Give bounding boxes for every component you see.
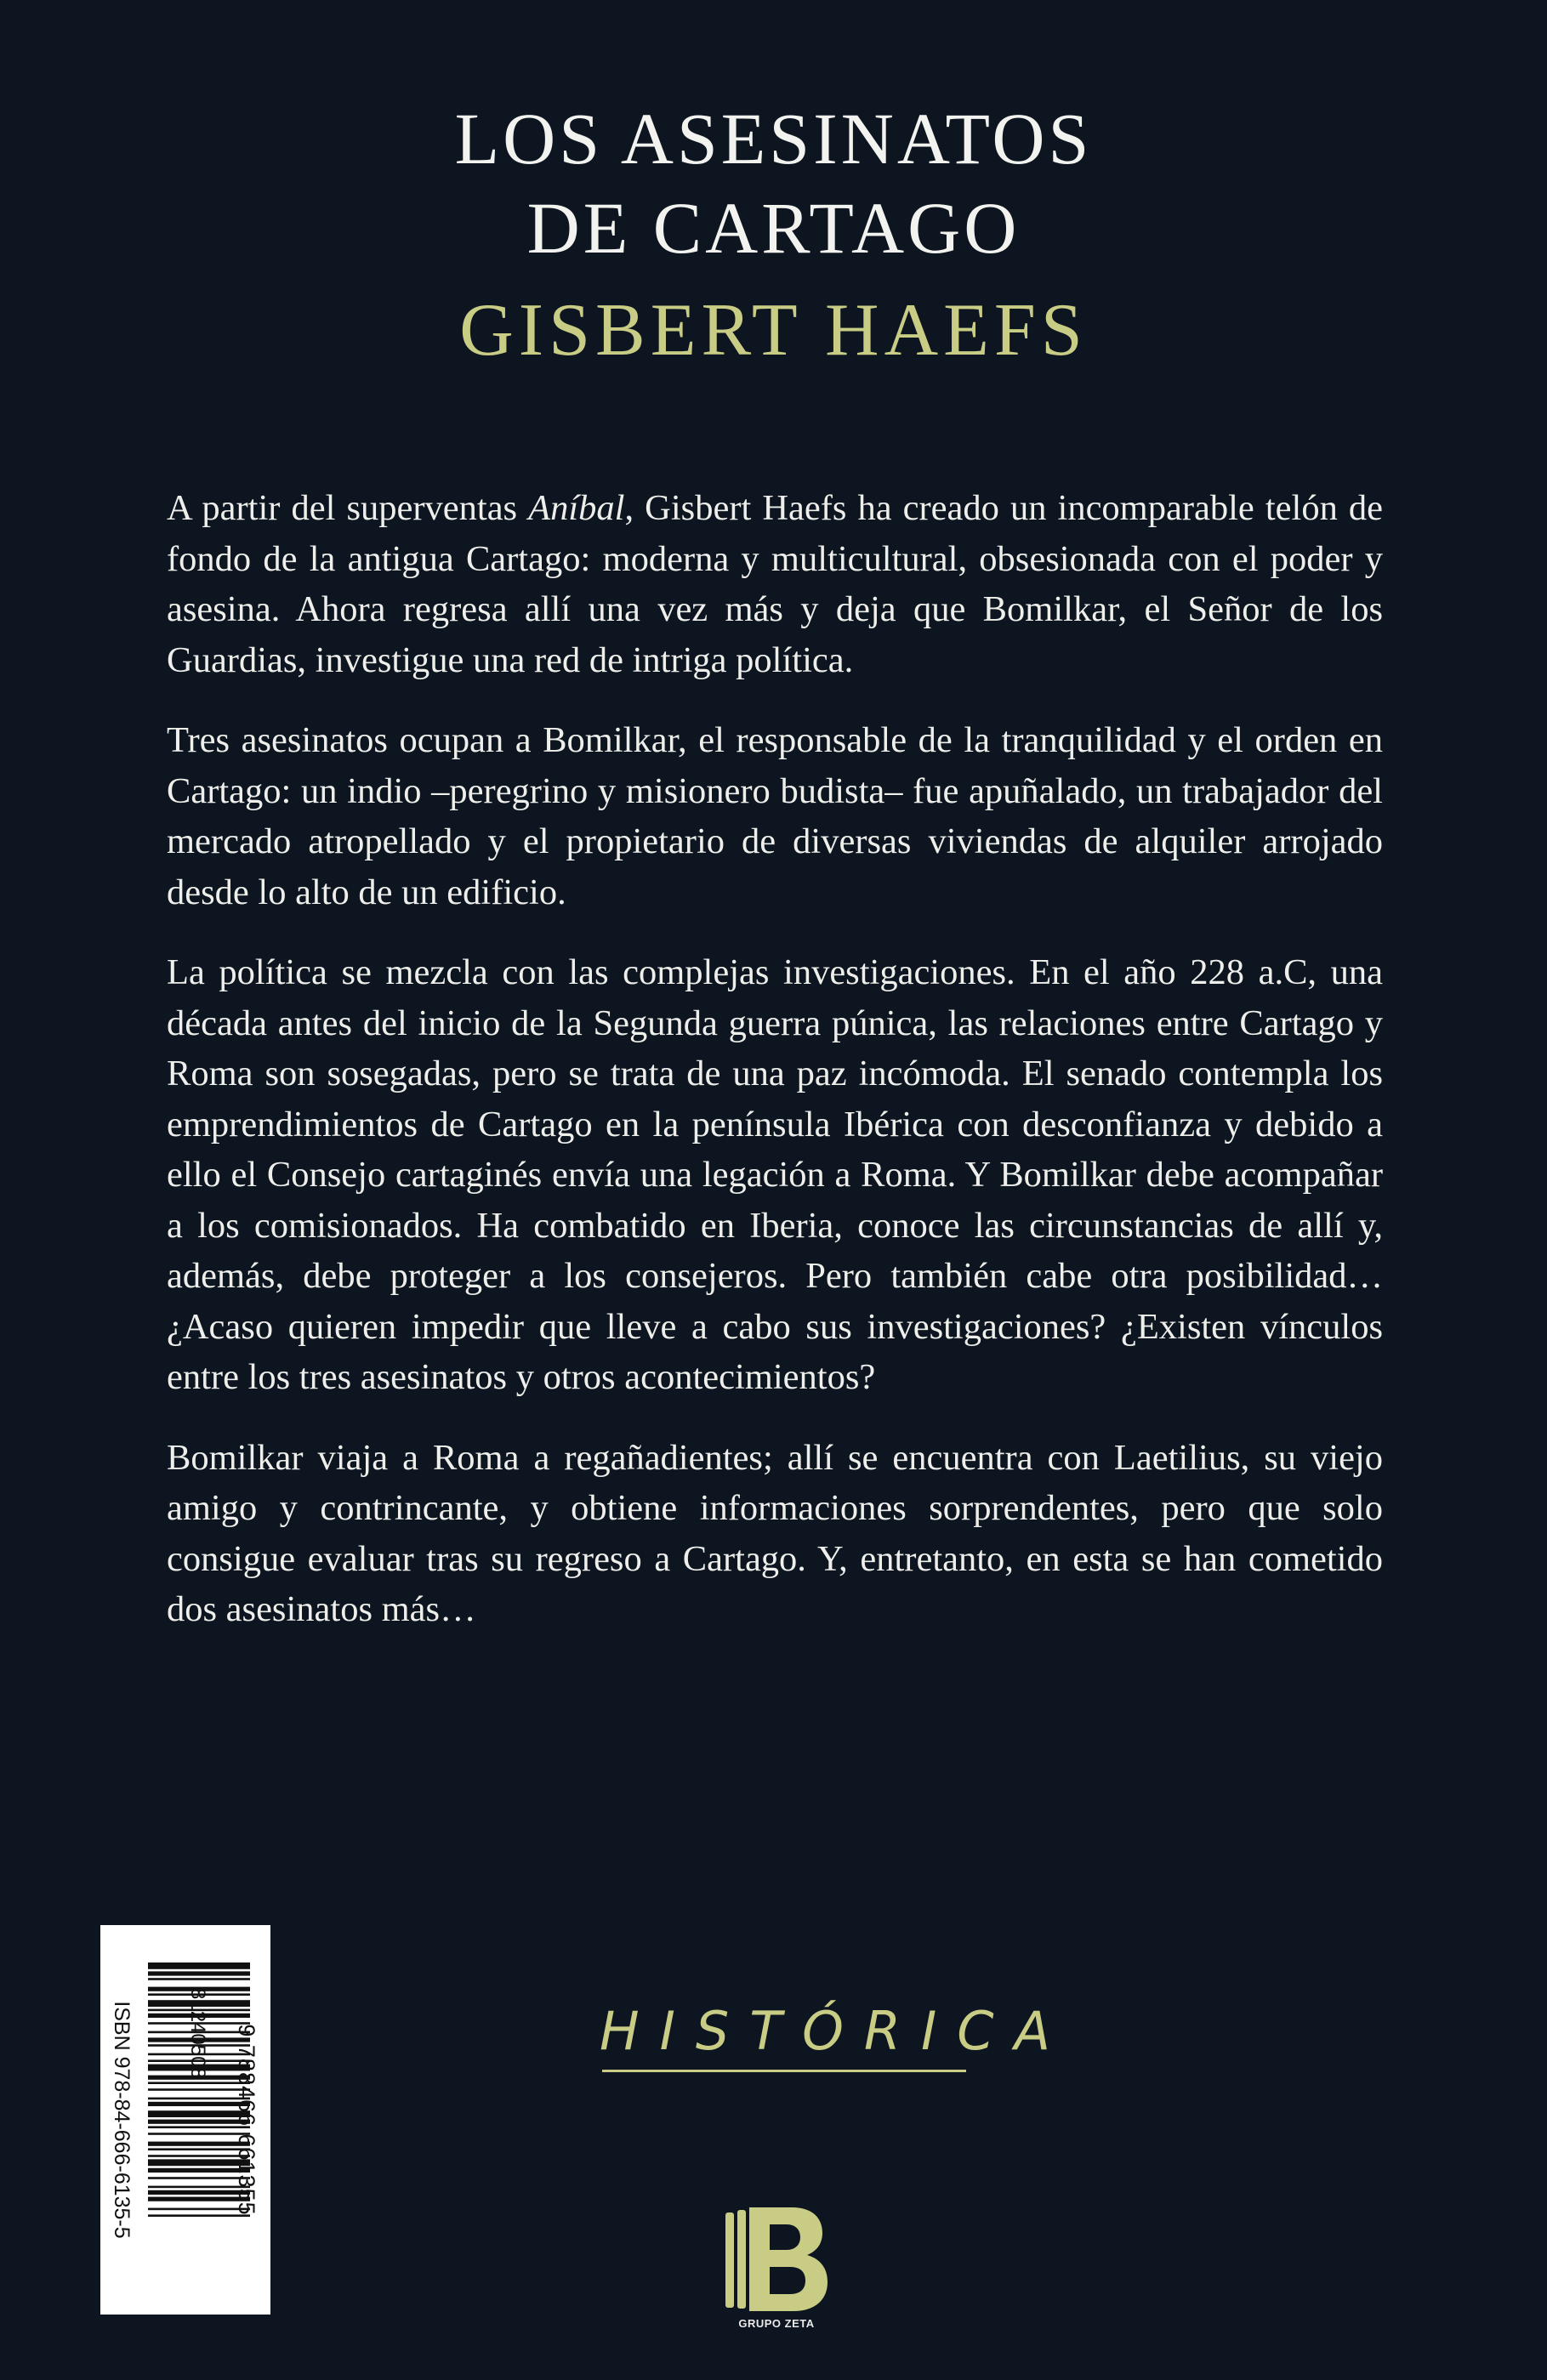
barcode-code-text: 81240508 xyxy=(186,1988,209,2079)
publisher-b-logo-icon xyxy=(725,2207,828,2311)
collection-name: HISTÓRICA xyxy=(600,2000,1072,2062)
barcode-inner xyxy=(100,1925,270,2315)
blurb-p1-suffix: , Gisbert Haefs ha creado un incomparable telón de fondo de la antigua Cartago: moderna y multicultural, obsesionada con el poder y asesina. Ahora regresa allí una vez más y deja que Bomilkar, el Señor de los Guardias, investigue una red de intriga política. xyxy=(167,488,1383,680)
blurb-p1-italic-title: Aníbal xyxy=(528,488,625,528)
collection-underline xyxy=(602,2070,966,2072)
author-name: GISBERT HAEFS xyxy=(459,289,1088,372)
title-line-2: DE CARTAGO xyxy=(526,187,1021,269)
blurb-paragraph-4: Bomilkar viaja a Roma a regañadientes; allí se encuentra con Laetilius, su viejo amigo y contrincante, y obtiene informaciones sorprendentes, pero que solo consigue evaluar tras su regreso a Cartago. Y, entretanto, en esta se han cometido dos asesinatos más… xyxy=(167,1437,1383,1629)
barcode-number-text: 9 788466 661355 xyxy=(234,2024,259,2216)
blurb-paragraph-2: Tres asesinatos ocupan a Bomilkar, el responsable de la tranquilidad y el orden en Cartago: un indio –peregrino y misionero budista– fue apuñalado, un trabajador del mercado atropellado y el propietario de diversas viviendas de alquiler arrojado desde lo alto de un edificio. xyxy=(167,720,1383,912)
title-line-1: LOS ASESINATOS xyxy=(454,98,1093,179)
blurb xyxy=(167,483,1383,1665)
publisher-caption: GRUPO ZETA xyxy=(738,2317,815,2330)
barcode xyxy=(100,1925,270,2315)
blurb-p1-prefix: A partir del superventas xyxy=(167,488,529,528)
blurb-paragraph-3: La política se mezcla con las complejas investigaciones. En el año 228 a.C, una década antes del inicio de la Segunda guerra púnica, las relaciones entre Cartago y Roma son sosegadas, pero se trata de una paz incómoda. El senado contempla los emprendimientos de Cartago en la península Ibérica con desconfianza y debido a ello el Consejo cartaginés envía una legación a Roma. Y Bomilkar debe acompañar a los comisionados. Ha combatido en Iberia, conoce las circunstancias de allí y, además, debe proteger a los consejeros. Pero también cabe otra posibilidad… ¿Acaso quieren impedir que lleve a cabo sus investigaciones? ¿Existen vínculos entre los tres asesinatos y otros acontecimientos? xyxy=(167,952,1383,1397)
barcode-isbn-text: ISBN 978-84-666-6135-5 xyxy=(110,2001,134,2239)
blurb-paragraph-1 xyxy=(167,483,1383,685)
